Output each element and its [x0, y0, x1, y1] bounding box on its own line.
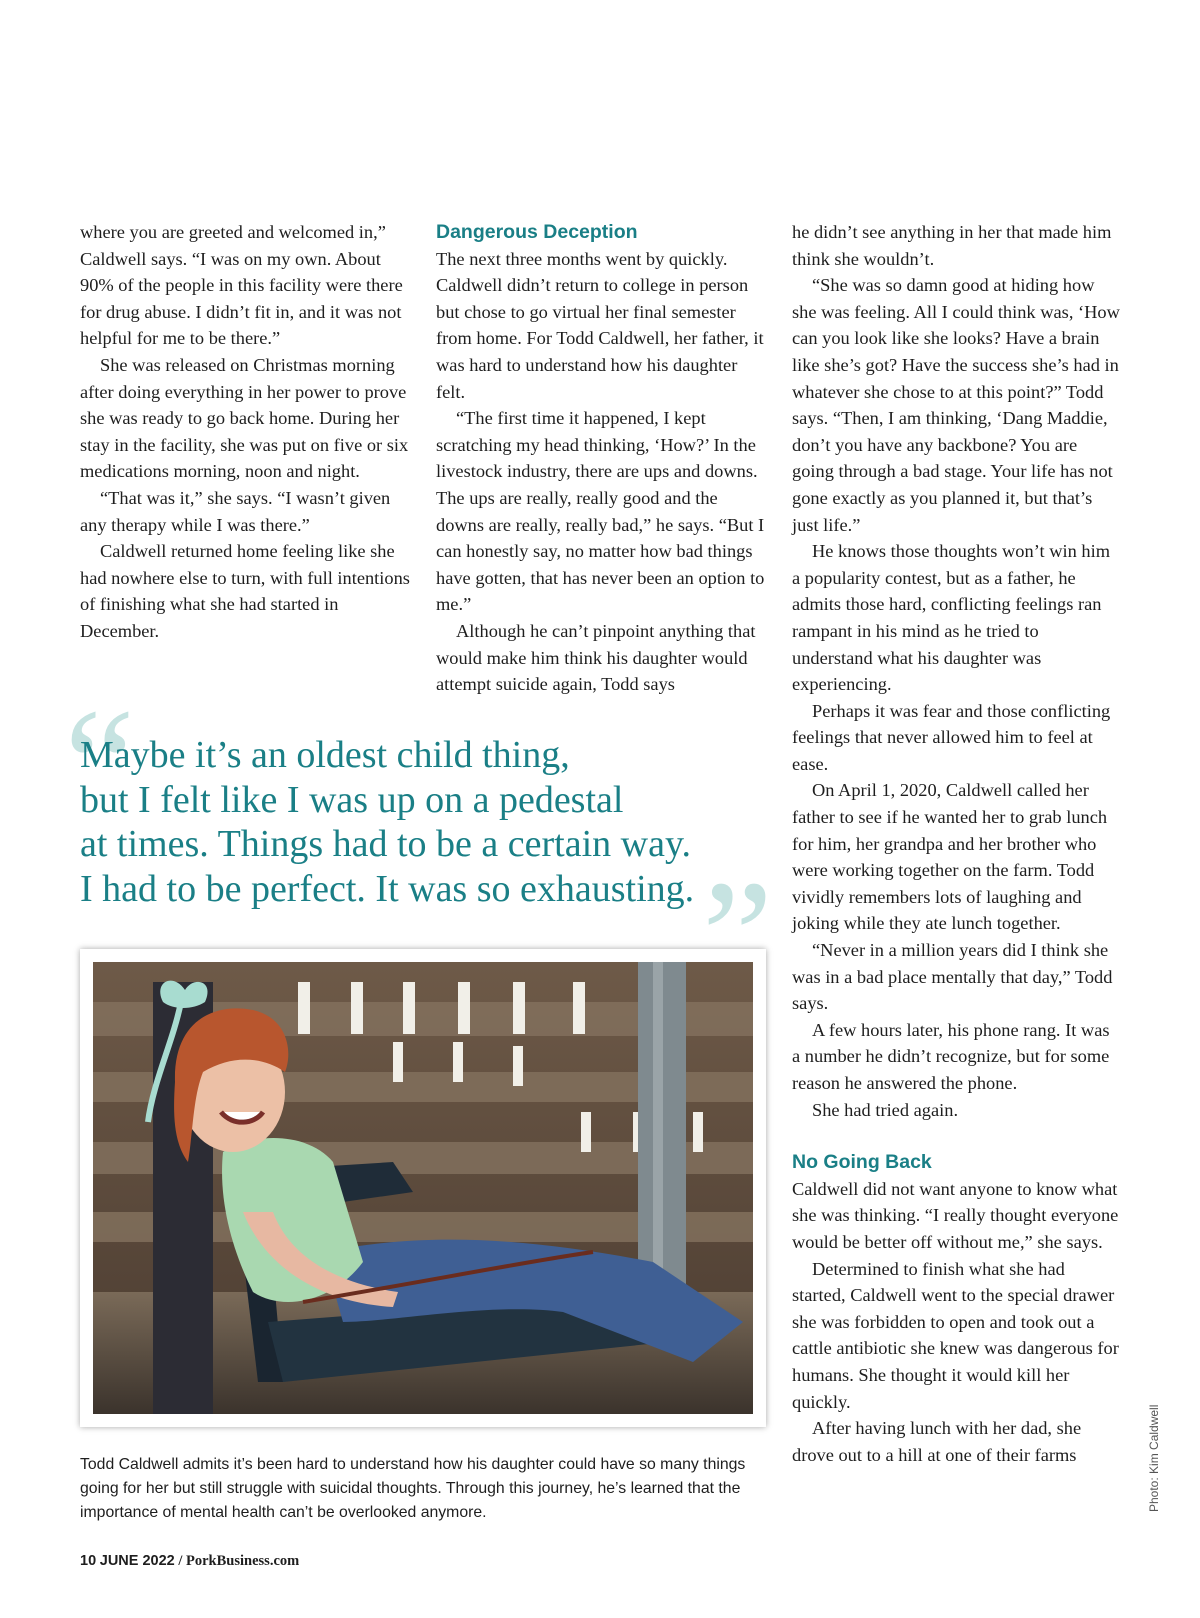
- body-paragraph: He knows those thoughts won’t win him a popularity contest, but as a father, he admits those hard, conflicting feelings ran rampant in his mind as he tried to understand what his daughter was experiencing.: [792, 541, 1110, 695]
- photo-frame: [80, 949, 766, 1427]
- body-paragraph: She was released on Christmas morning after doing everything in her power to prove she was ready to go back home. During her stay in the facility, she was put on five or six medications morning, noon and night.: [80, 354, 409, 482]
- site-link[interactable]: PorkBusiness.com: [186, 1553, 300, 1569]
- photo-caption: Todd Caldwell admits it’s been hard to understand how his daughter could have so many things going for her but still struggle with suicidal thoughts. Through this journey, he’s learned that the importance of mental health can’t be overlooked anymore.: [80, 1456, 746, 1522]
- footer-separator: /: [178, 1553, 183, 1569]
- photo-credit: Photo: Kim Caldwell: [1147, 1404, 1161, 1512]
- body-paragraph: The next three months went by quickly. Caldwell didn’t return to college in person but chose to go virtual her final semester from home. For Todd Caldwell, her father, it was hard to understand how his daughter felt.: [436, 248, 764, 402]
- body-paragraph: Caldwell returned home feeling like she had nowhere else to turn, with full intentions of finishing what she had started in December.: [80, 541, 410, 641]
- page-number: 10: [80, 1553, 97, 1569]
- body-paragraph: Determined to finish what she had started, Caldwell went to the special drawer she was forbidden to open and took out a cattle antibiotic she knew was dangerous for humans. She thought it would kill her quickly.: [792, 1258, 1119, 1412]
- section-subhead: Dangerous Deception: [436, 221, 638, 243]
- pull-quote: [80, 733, 770, 911]
- page-footer: [80, 1553, 299, 1570]
- body-paragraph: where you are greeted and welcomed in,” Caldwell says. “I was on my own. About 90% of the people in this facility were there for drug abuse. I didn’t fit in, and it was not helpful for me to be there.”: [80, 222, 403, 349]
- body-paragraph: “That was it,” she says. “I wasn’t given any therapy while I was there.”: [80, 487, 391, 535]
- article-column-3: [792, 219, 1122, 1468]
- body-paragraph: Perhaps it was fear and those conflicting feelings that never allowed him to feel at ease.: [792, 700, 1111, 774]
- body-paragraph: Although he can’t pinpoint anything that would make him think his daughter would attempt suicide again, Todd says: [436, 620, 756, 695]
- close-quote-mark-icon: ”: [702, 847, 774, 1025]
- body-paragraph: She had tried again.: [812, 1099, 959, 1120]
- photo-illustration: [93, 962, 753, 1414]
- section-subhead: No Going Back: [792, 1151, 932, 1174]
- open-quote-mark-icon: “: [64, 675, 136, 853]
- article-column-2: [436, 219, 766, 698]
- body-paragraph: “The first time it happened, I kept scratching my head thinking, ‘How?’ In the livestock industry, there are ups and downs. The ups are really, really good and the downs are really, really bad,” he says. “But I can honestly say, no matter how bad things have gotten, that has never been an option to me.”: [436, 408, 765, 615]
- issue-date: JUNE 2022: [99, 1553, 175, 1569]
- article-photo: [93, 962, 753, 1414]
- body-paragraph: he didn’t see anything in her that made him think she wouldn’t.: [792, 222, 1112, 269]
- body-paragraph: A few hours later, his phone rang. It was a number he didn’t recognize, but for some reason he answered the phone.: [792, 1019, 1110, 1093]
- pull-quote-line: but I felt like I was up on a pedestal: [80, 778, 624, 821]
- article-column-1: [80, 219, 410, 645]
- body-paragraph: On April 1, 2020, Caldwell called her father to see if he wanted her to grab lunch for him, her grandpa and her brother who were working together on the farm. Todd vividly remembers lots of laughing and joking while they ate lunch together.: [792, 780, 1108, 934]
- body-paragraph: Caldwell did not want anyone to know what she was thinking. “I really thought everyone would be better off without me,” she says.: [792, 1178, 1119, 1252]
- body-paragraph: “Never in a million years did I think she was in a bad place mentally that day,” Todd says.: [792, 940, 1113, 1014]
- body-paragraph: After having lunch with her dad, she drove out to a hill at one of their farms: [792, 1418, 1082, 1465]
- pull-quote-line: I had to be perfect. It was so exhausting.: [80, 867, 695, 910]
- pull-quote-line: at times. Things had to be a certain way.: [80, 823, 691, 865]
- body-paragraph: “She was so damn good at hiding how she was feeling. All I could think was, ‘How can you look like she looks? Have a brain like she’s got? Have the success she’s had in whatever she chose to at this point?” Todd says. “Then, I am thinking, ‘Dang Maddie, don’t you have any backbone? You are going through a bad stage. Your life has not gone exactly as you planned it, but that’s just life.”: [792, 275, 1120, 535]
- pull-quote-line: Maybe it’s an oldest child thing,: [80, 734, 570, 776]
